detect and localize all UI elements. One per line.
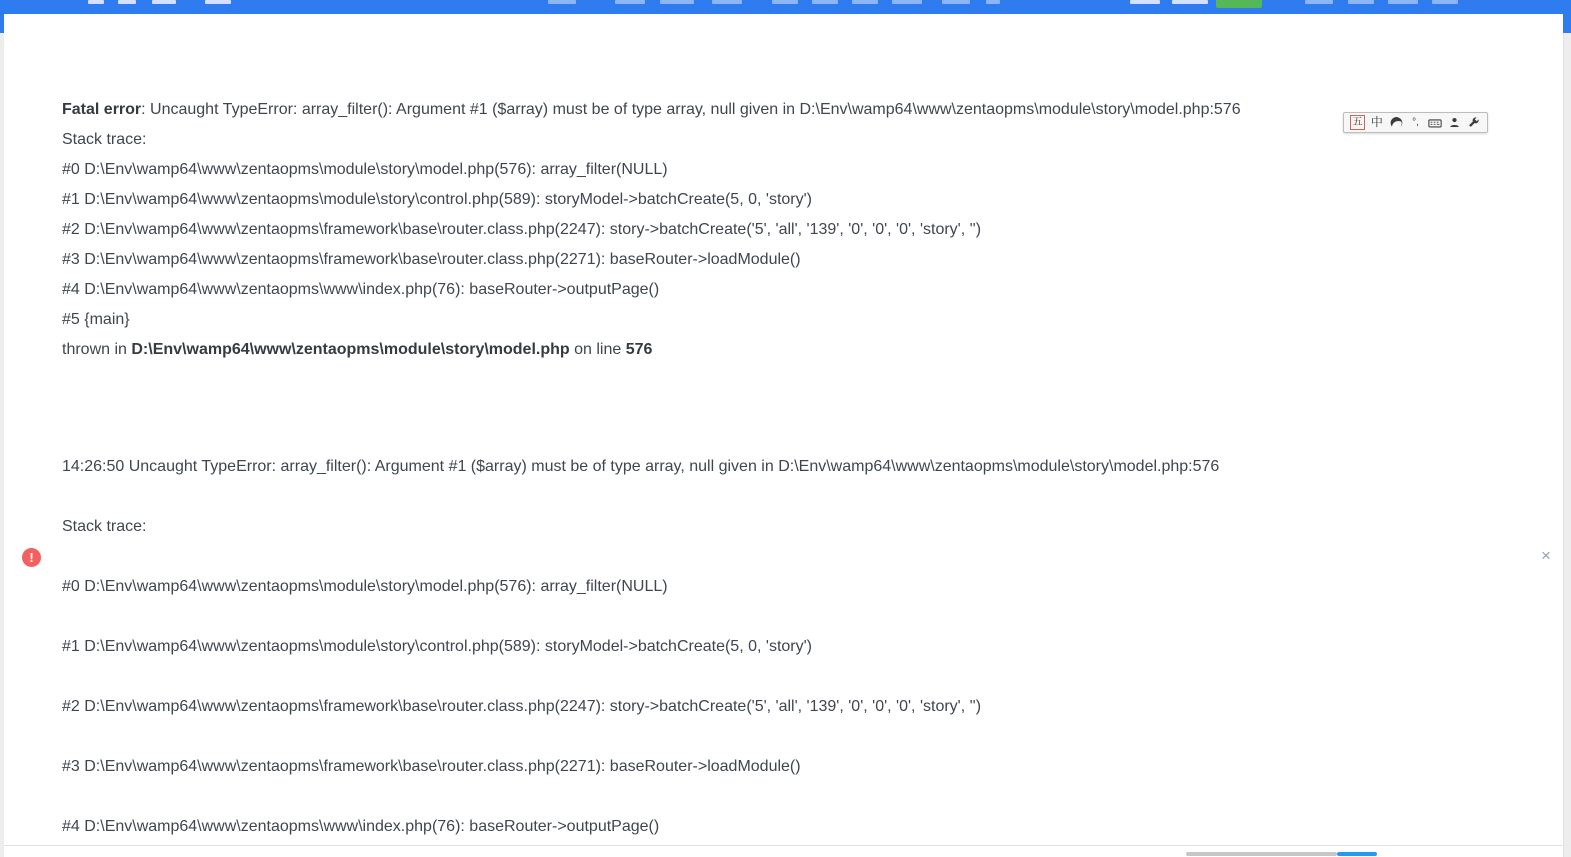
ime-user-icon[interactable] — [1447, 115, 1462, 130]
toast-close-button[interactable]: × — [1536, 545, 1556, 567]
stack-trace-line: #2 D:\Env\wamp64\www\zentaopms\framework\base\router.class.php(2247): story->batchCreate('5', 'all', '139', '0', '0', '0', 'story', '') — [62, 221, 982, 238]
navbar-fragment — [852, 0, 878, 4]
stack-trace-line: #3 D:\Env\wamp64\www\zentaopms\framework\base\router.class.php(2271): baseRouter->loadModule() — [62, 251, 801, 268]
navbar-fragment — [712, 0, 742, 4]
navbar-fragment — [118, 0, 136, 4]
toast-stack-trace-line: #2 D:\Env\wamp64\www\zentaopms\framework\base\router.class.php(2247): story->batchCreate('5', 'all', '139', '0', '0', '0', 'story', '') — [62, 698, 982, 715]
error-page-panel — [4, 14, 1563, 846]
error-alert-icon — [22, 548, 41, 567]
navbar-button-fragment — [1216, 0, 1262, 8]
navbar-fragment — [1305, 0, 1333, 4]
ime-toolbar[interactable] — [1343, 112, 1488, 133]
stack-trace-line: #0 D:\Env\wamp64\www\zentaopms\module\story\model.php(576): array_filter(NULL) — [62, 161, 668, 178]
ime-wubi-icon[interactable]: 五 — [1350, 115, 1365, 130]
thrown-in-line — [62, 335, 1241, 365]
navbar-fragment — [88, 0, 104, 4]
exclamation-glyph: ! — [29, 550, 34, 565]
navbar-fragment — [615, 0, 645, 4]
ime-keyboard-icon[interactable] — [1427, 115, 1442, 130]
thrown-path: D:\Env\wamp64\www\zentaopms\module\story\model.php — [131, 341, 570, 358]
navbar-fragment — [812, 0, 838, 4]
navbar-fragment — [892, 0, 922, 4]
stack-trace-line: #4 D:\Env\wamp64\www\zentaopms\www\index.php(76): baseRouter->outputPage() — [62, 281, 660, 298]
toast-stack-trace-line: #3 D:\Env\wamp64\www\zentaopms\framework\base\router.class.php(2271): baseRouter->loadModule() — [62, 758, 801, 775]
error-toast — [62, 456, 1219, 857]
navbar-fragment — [1172, 0, 1208, 4]
toast-stack-trace-label: Stack trace: — [62, 518, 147, 535]
ime-wrench-icon[interactable] — [1466, 115, 1481, 130]
toast-message: 14:26:50 Uncaught TypeError: array_filter(): Argument #1 ($array) must be of type array, null given in D:\Env\wamp64\www\zentaopms\module\story\model.php:576 — [62, 458, 1220, 475]
navbar-fragment — [205, 0, 231, 4]
ime-chinese-mode-icon[interactable]: 中 — [1370, 115, 1383, 129]
thrown-line-number: 576 — [625, 341, 653, 358]
toast-stack-trace-line: #1 D:\Env\wamp64\www\zentaopms\module\story\control.php(589): storyModel->batchCreate(5, 0, 'story') — [62, 638, 812, 655]
horizontal-scrollbar-track — [1186, 852, 1337, 856]
horizontal-scrollbar-thumb[interactable] — [1337, 852, 1377, 856]
fatal-error-block — [62, 95, 1241, 365]
fatal-error-label: Fatal error — [62, 101, 142, 118]
thrown-prefix: thrown in — [62, 341, 132, 358]
navbar-fragment — [1388, 0, 1418, 4]
navbar-fragment — [660, 0, 694, 4]
stack-trace-line: #5 {main} — [62, 311, 130, 328]
ime-fullwidth-moon-icon[interactable] — [1389, 115, 1404, 130]
navbar-fragment — [1432, 0, 1458, 4]
stack-trace-label: Stack trace: — [62, 131, 147, 148]
navbar-fragment — [1130, 0, 1160, 4]
fatal-error-message: : Uncaught TypeError: array_filter(): Argument #1 ($array) must be of type array, null given in D:\Env\wamp64\www\zentaopms\module\story\model.php:576 — [141, 101, 1241, 118]
fatal-error-line — [62, 95, 1241, 125]
navbar-edge-right — [1562, 0, 1571, 33]
stack-trace-line: #1 D:\Env\wamp64\www\zentaopms\module\story\control.php(589): storyModel->batchCreate(5, 0, 'story') — [62, 191, 812, 208]
thrown-mid: on line — [569, 341, 626, 358]
navbar-fragment — [1348, 0, 1374, 4]
ime-punctuation-icon[interactable]: °, — [1412, 117, 1419, 128]
toast-stack-trace-line: #4 D:\Env\wamp64\www\zentaopms\www\index.php(76): baseRouter->outputPage() — [62, 818, 660, 835]
navbar-fragment — [942, 0, 970, 4]
navbar-fragment — [152, 0, 176, 4]
navbar-fragment — [986, 0, 1000, 4]
top-navbar — [0, 0, 1571, 14]
navbar-fragment — [772, 0, 798, 4]
scrollbar-track — [1563, 33, 1571, 857]
toast-stack-trace-line: #0 D:\Env\wamp64\www\zentaopms\module\story\model.php(576): array_filter(NULL) — [62, 578, 668, 595]
navbar-fragment — [548, 0, 576, 4]
